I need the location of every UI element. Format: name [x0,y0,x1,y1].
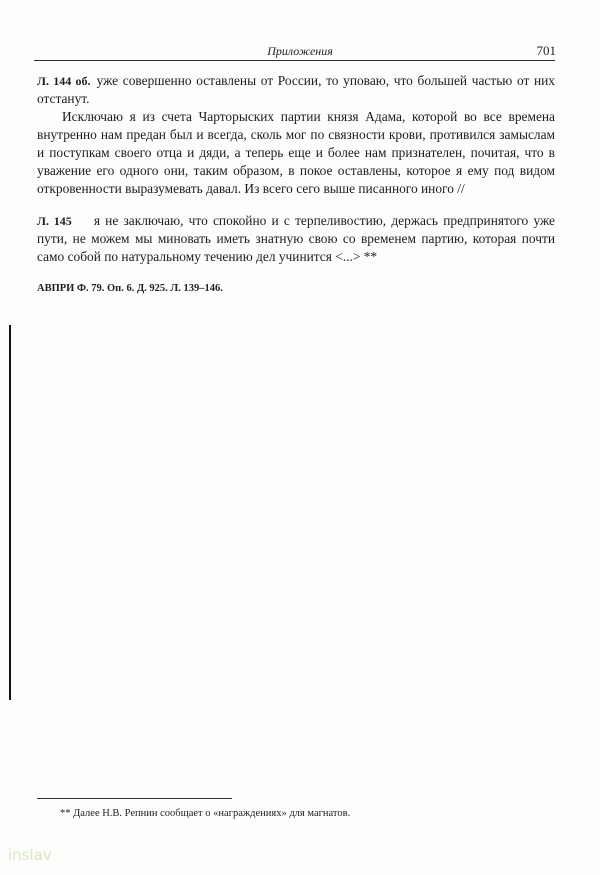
page-number: 701 [536,43,556,58]
paragraph-3 [37,212,555,266]
paragraph-3-text: я не заключаю, что спокойно и с терпеливостию, держась предпринятого уже пути, не можем мы миновать иметь знатную свою со временем партию, которая почти само собой по натуральному течению дел учинится <...> ** [37,213,555,264]
paragraph-2: Исключаю я из счета Чарторыских партии князя Адама, которой во все времена внутренно нам предан был и всегда, сколь мог по связности крови, противился замыслам и поступкам своего отца и дяди, а теперь еще и более нам признателен, почитая, что в уважение его одного они, таким образом, в покое оставлены, которое я ему под видом откровенности выразумевать давал. Из всего сего выше писанного иного // [37,109,555,196]
watermark: inslav [8,846,52,864]
paragraph-1-text: уже совершенно оставлены от России, то уповаю, что большей частью от них отстанут. [37,73,556,106]
paragraph-1 [37,72,555,108]
header-rule [34,60,555,61]
footnote-rule [37,798,232,799]
footnote: ** Далее Н.В. Репнин сообщает о «награждениях» для магнатов. [60,808,351,819]
archive-source-reference: АВПРИ Ф. 79. Оп. 6. Д. 925. Л. 139–146. [37,283,223,294]
folio-label: Л. 144 об. [37,74,91,88]
text-block-2 [37,212,555,266]
folio-label: Л. 145 [37,214,72,228]
margin-scan-line [9,325,11,700]
text-block-1 [37,72,555,198]
header-title: Приложения [267,44,333,58]
